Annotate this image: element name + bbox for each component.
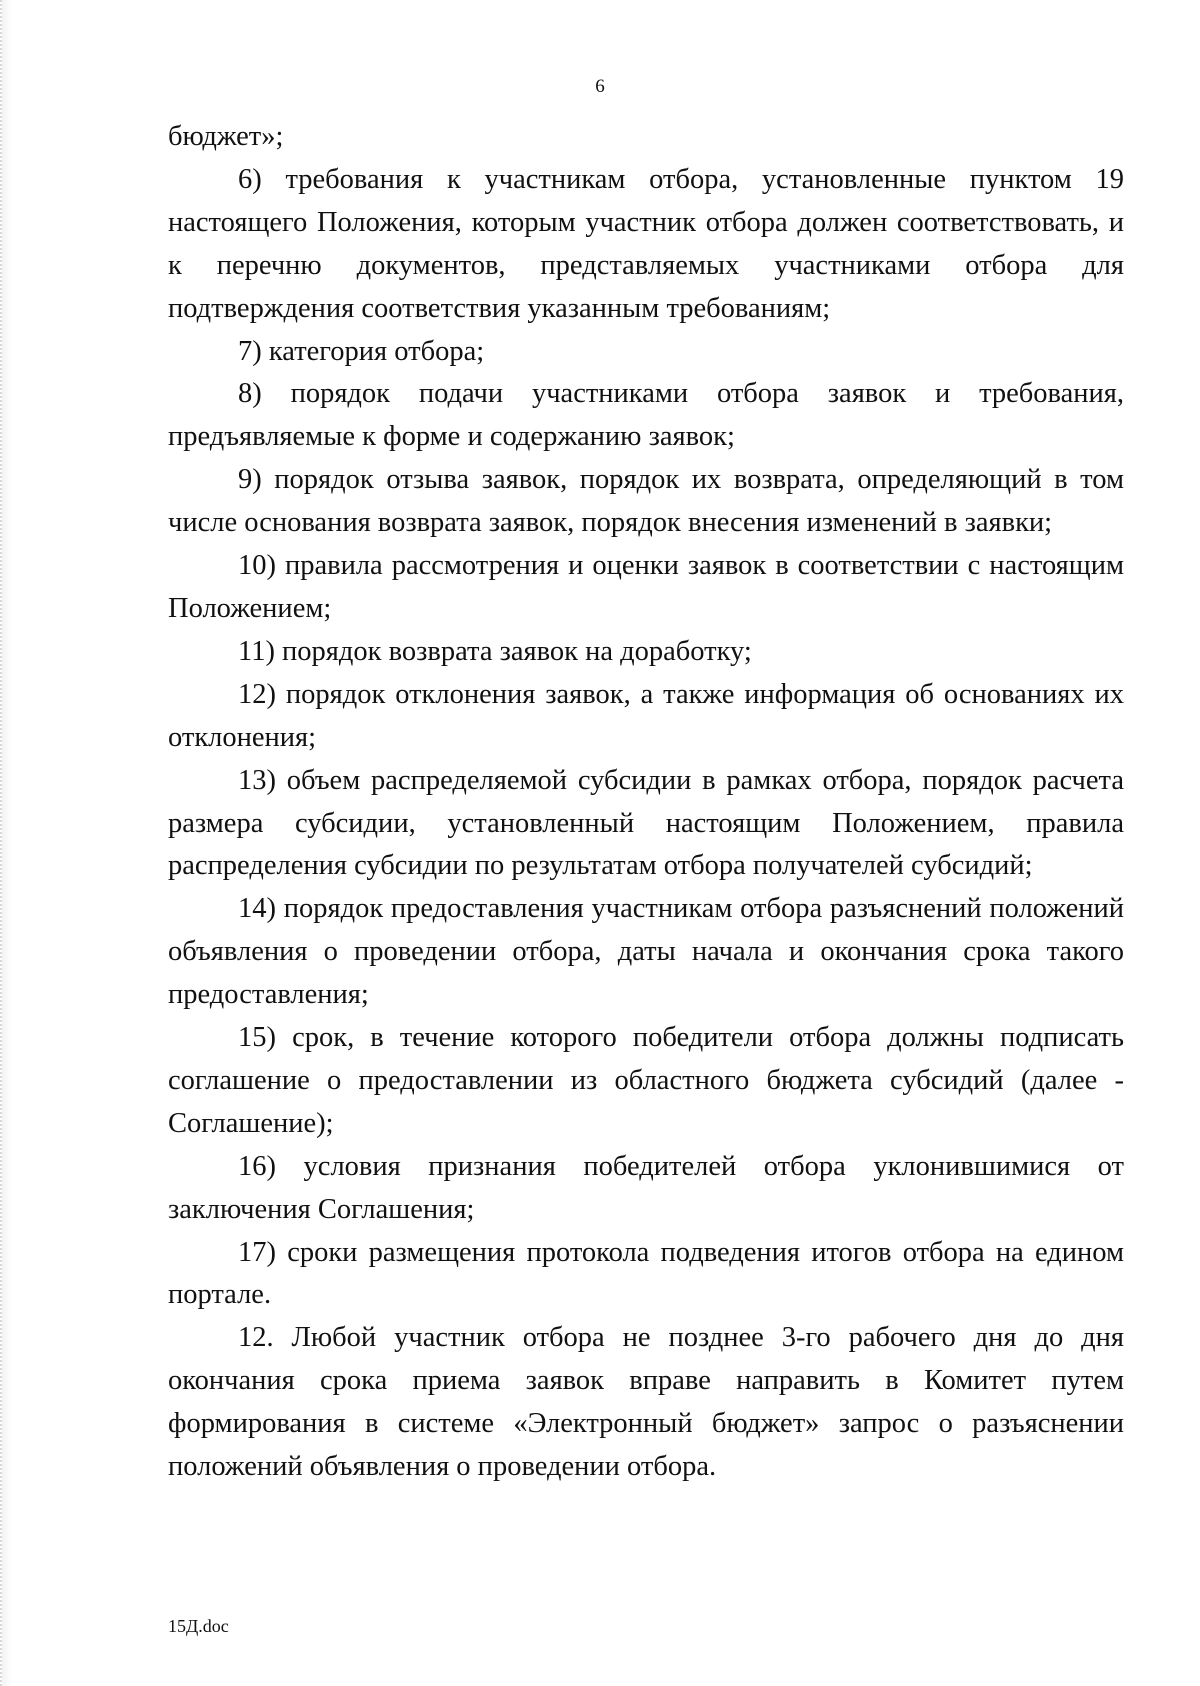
scan-edge [0,0,12,1686]
document-body [168,116,1124,1489]
paragraph-item-14: 14) порядок предоставления участникам отбора разъяснений положений объявления о проведении отбора, даты начала и окончания срока такого предоставления; [168,893,1124,1011]
paragraph-item-15: 15) срок, в течение которого победители отбора должны подписать соглашение о предоставлении из областного бюджета субсидий (далее - Соглашение); [168,1022,1124,1139]
paragraph-item-6: 6) требования к участникам отбора, установленные пунктом 19 настоящего Положения, которым участник отбора должен соответствовать, и к перечню документов, представляемых участниками отбора для подтверждения соответствия указанным требованиям; [168,163,1124,324]
paragraph-item-11: 11) порядок возврата заявок на доработку; [238,635,752,667]
paragraph-item-7: 7) категория отбора; [238,335,485,367]
paragraph-clause-12: 12. Любой участник отбора не позднее 3-го рабочего дня до дня окончания срока приема заявок вправе направить в Комитет путем формирования в системе «Электронный бюджет» запрос о разъяснении положений объявления о проведении отбора. [168,1322,1124,1483]
paragraph-item-8: 8) порядок подачи участниками отбора заявок и требования, предъявляемые к форме и содержанию заявок; [168,378,1124,453]
paragraph-item-12: 12) порядок отклонения заявок, а также информация об основаниях их отклонения; [168,678,1124,753]
paragraph-item-10: 10) правила рассмотрения и оценки заявок в соответствии с настоящим Положением; [168,550,1124,624]
paragraph-item-13: 13) объем распределяемой субсидии в рамках отбора, порядок расчета размера субсидии, установленный настоящим Положением, правила распределения субсидии по результатам отбора получателей субсидий; [168,764,1124,882]
page-number: 6 [595,76,605,97]
paragraph-0: бюджет»; [168,121,284,152]
paragraph-item-17: 17) сроки размещения протокола подведения итогов отбора на едином портале. [168,1236,1124,1311]
footer-filename: 15Д.doc [168,1616,229,1636]
paragraph-item-16: 16) условия признания победителей отбора уклонившимися от заключения Соглашения; [168,1150,1124,1225]
paragraph-item-9: 9) порядок отзыва заявок, порядок их возврата, определяющий в том числе основания возврата заявок, порядок внесения изменений в заявки; [168,464,1124,539]
